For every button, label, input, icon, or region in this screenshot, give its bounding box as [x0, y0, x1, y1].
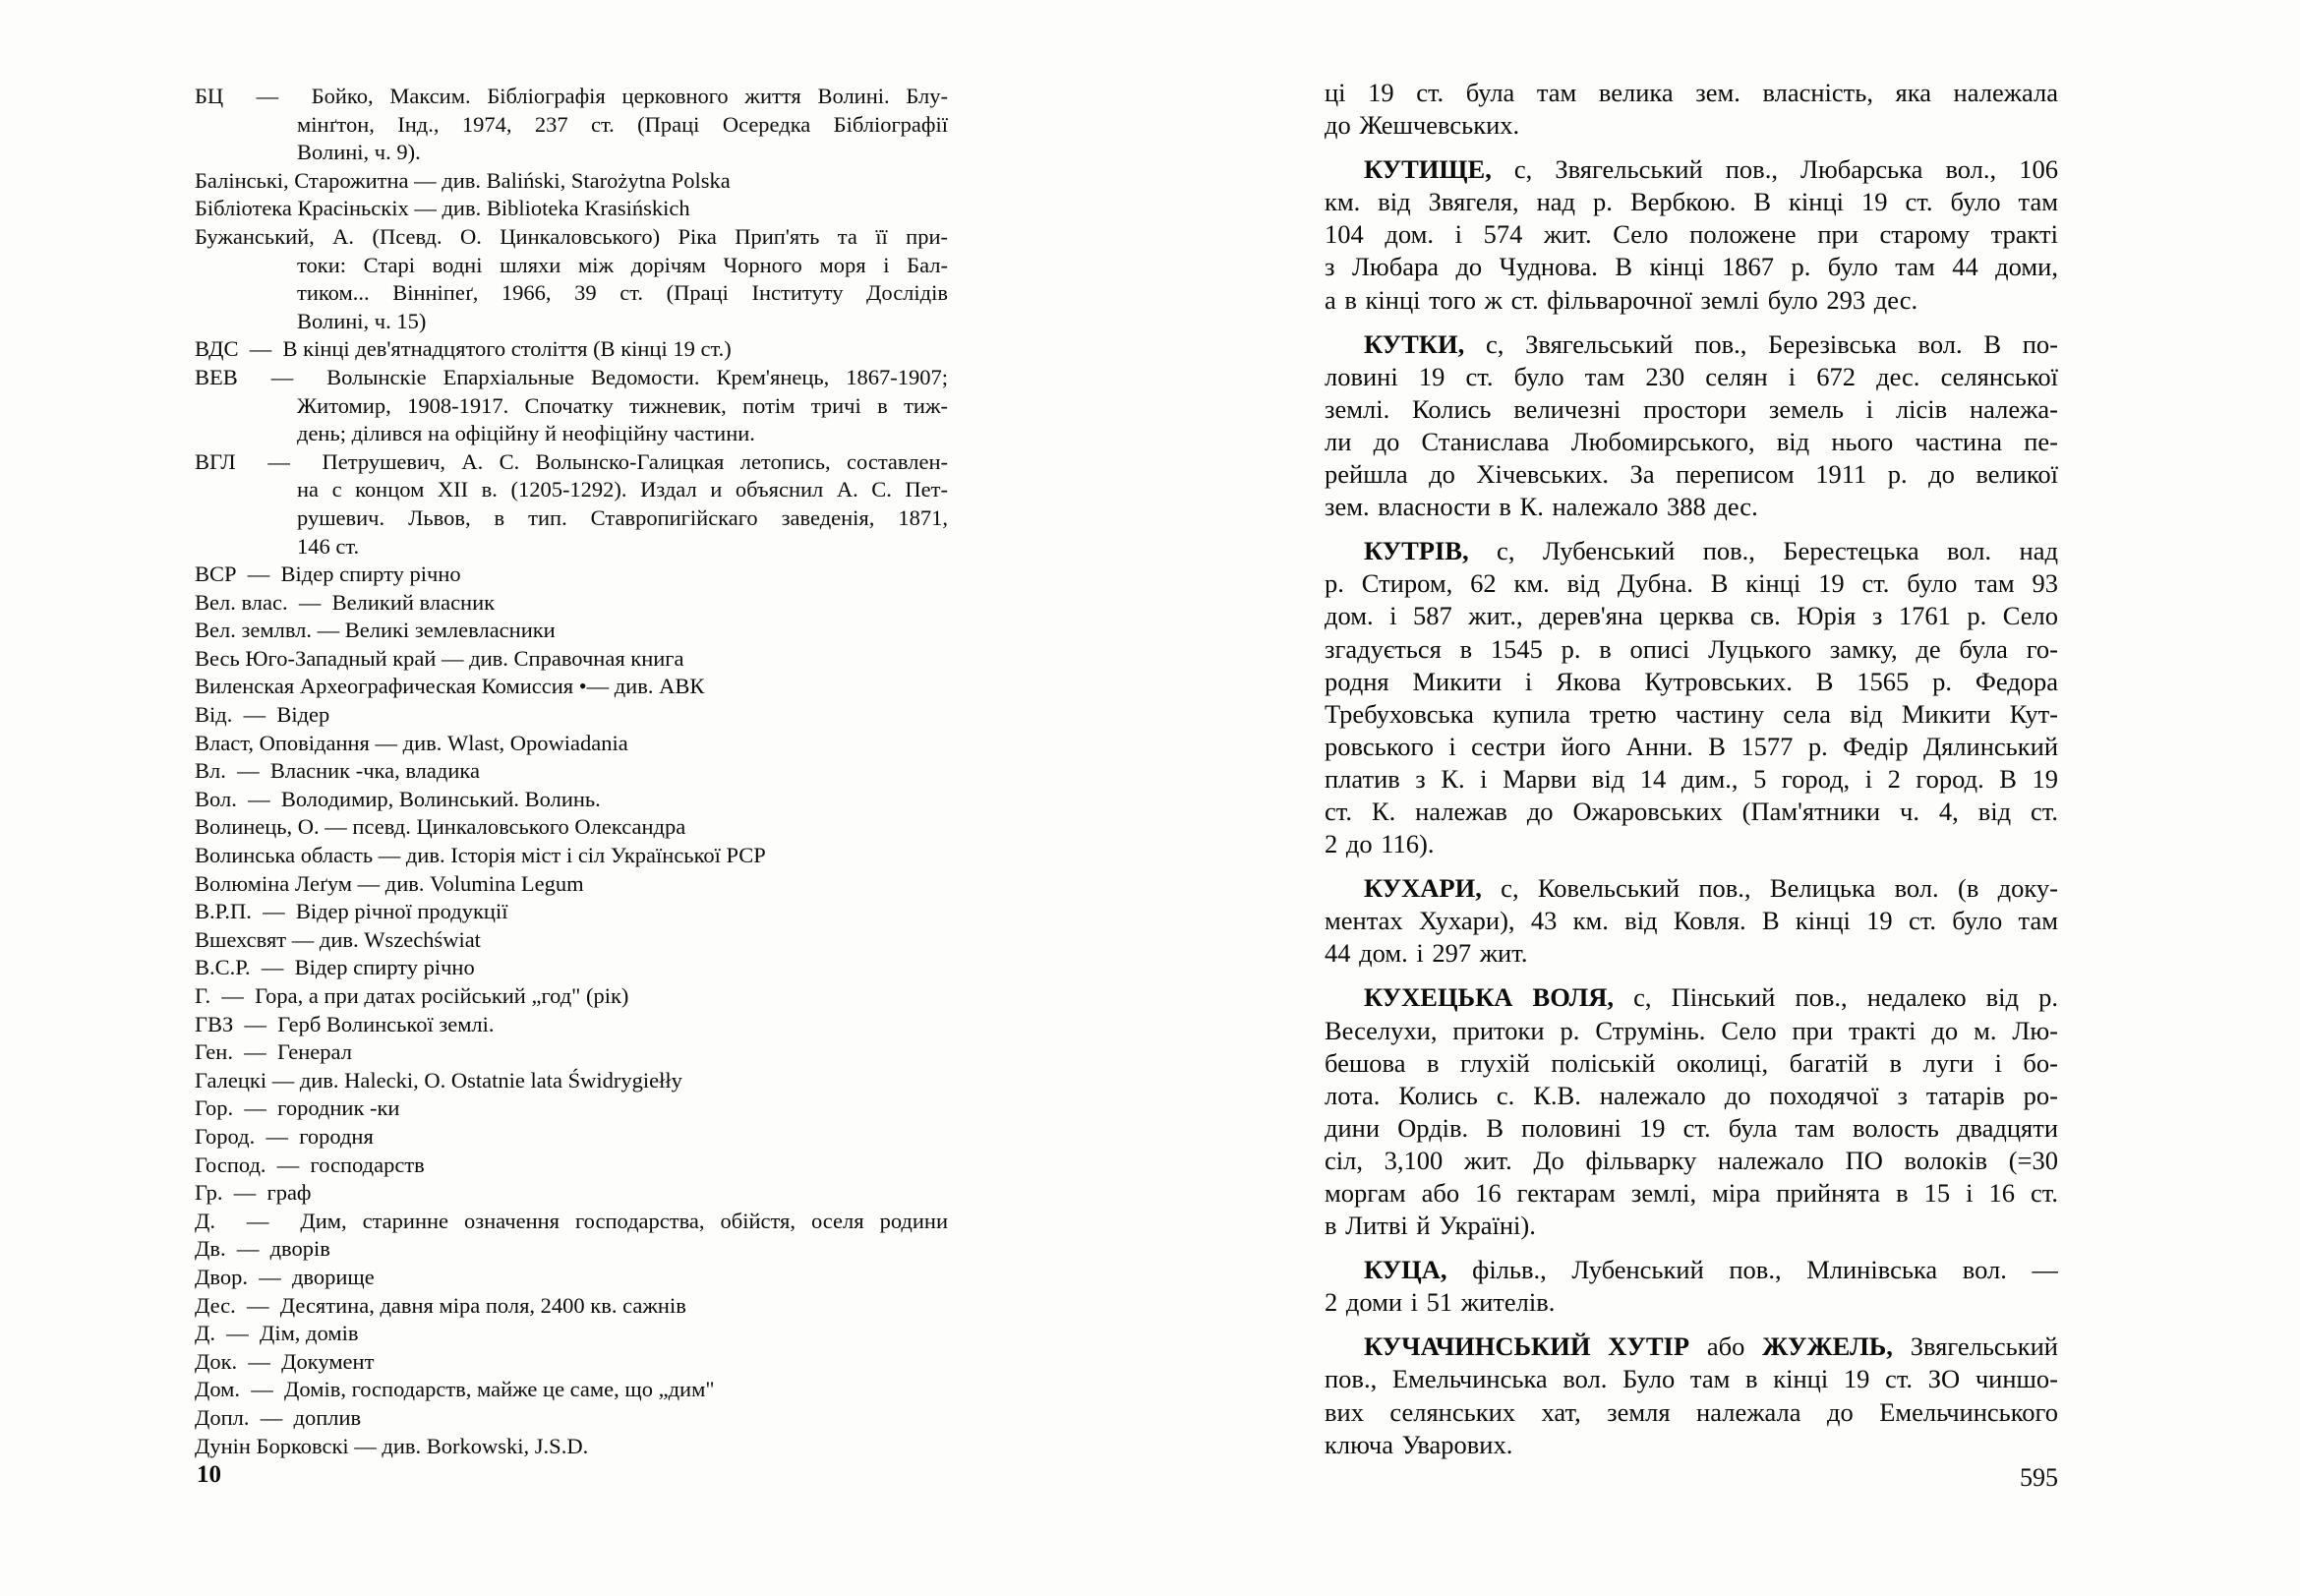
text-line: 2 до 116).	[1325, 829, 1435, 859]
abbreviation-line: Дом. — Домів, господарств, майже це саме, що „дим"	[195, 1377, 715, 1402]
gazetteer-entry	[1325, 77, 2058, 142]
abbreviation-line: Вл. — Власник -чка, владика	[195, 758, 480, 784]
gazetteer-entry	[1325, 535, 2058, 860]
gazetteer-entry	[1325, 872, 2058, 970]
abbreviation-line: Житомир, 1908-1917. Спочатку тижневик, потім тричі в тиж-	[297, 392, 948, 418]
text-line: моргам або 16 гектарам землі, міра прийнята в 15 і 16 ст.	[1325, 1178, 2058, 1208]
text-line: р. Стиром, 62 км. від Дубна. В кінці 19 ст. було там 93	[1325, 568, 2058, 599]
text-line: КУЧАЧИНСЬКИЙ ХУТІР або ЖУЖЕЛЬ, Звягельський	[1364, 1331, 2058, 1362]
abbreviation-line: ВЕВ — Волынскіе Епархіальные Ведомости. Крем'янець, 1867-1907;	[195, 364, 948, 389]
right-page	[1325, 77, 2058, 1461]
text-line: КУХАРИ, с, Ковельський пов., Велицька вол. (в доку-	[1364, 873, 2058, 904]
text-line: 2 доми і 51 жителів.	[1325, 1287, 1556, 1318]
gazetteer-entry	[1325, 1254, 2058, 1319]
abbreviation-line: Дес. — Десятина, давня міра поля, 2400 кв. сажнів	[195, 1292, 686, 1318]
text-line: зем. власности в К. належало 388 дес.	[1325, 492, 1758, 522]
abbreviation-line: рушевич. Львов, в тип. Ставропигійскаго заведенія, 1871,	[297, 504, 948, 530]
text-line: згадується в 1545 р. в описі Луцького замку, де була го-	[1325, 633, 2058, 664]
abbreviation-line: Волині, ч. 15)	[297, 308, 427, 333]
text-line: ментах Хухари), 43 км. від Ковля. В кінці 19 ст. було там	[1325, 906, 2058, 936]
text-line: землі. Колись величезні простори земель і лісів належа-	[1325, 393, 2058, 424]
abbreviation-line: Д. — Дім, домів	[195, 1321, 359, 1346]
text-line: КУТИЩЕ, с, Звягельський пов., Любарська вол., 106	[1364, 154, 2058, 185]
text-line: рейшла до Хічевських. За переписом 1911 р. до великої	[1325, 459, 2058, 490]
abbreviation-line: токи: Старі водні шляхи між дорічям Чорного моря і Бал-	[297, 252, 948, 277]
abbreviation-line: Галецкі — див. Halecki, O. Ostatnie lata Świdrygiełły	[195, 1067, 682, 1093]
text-line: платив з К. і Марви від 14 дим., 5 город, і 2 город. В 19	[1325, 763, 2058, 794]
gazetteer-entry	[1325, 981, 2058, 1242]
abbreviation-line: Волюміна Леґум — див. Volumina Legum	[195, 870, 584, 896]
entries-list	[1325, 77, 2058, 1461]
text-line: ст. К. належав до Ожаровських (Пам'ятники ч. 4, від ст.	[1325, 796, 2058, 826]
abbreviation-line: Д. — Дим, старинне означення господарства, обійстя, оселя родини	[195, 1208, 948, 1233]
abbreviation-line: Гор. — городник -ки	[195, 1095, 400, 1121]
abbreviation-line: Вшехсвят — див. Wszechświat	[195, 926, 481, 952]
abbreviation-line: Волині, ч. 9).	[297, 140, 421, 165]
gazetteer-entry	[1325, 153, 2058, 316]
text-line: дини Ордів. В половині 19 ст. була там волость двадцяти	[1325, 1112, 2058, 1143]
page-number-right: 595	[2020, 1463, 2058, 1492]
entry-headword: КУЦА,	[1364, 1255, 1447, 1285]
gazetteer-entry	[1325, 1330, 2058, 1460]
text-line: лота. Колись с. К.В. належало до походячої з татарів ро-	[1325, 1080, 2058, 1110]
left-page	[195, 83, 948, 1460]
text-line: КУТКИ, с, Звягельський пов., Березівська вол. В по-	[1364, 328, 2058, 359]
abbreviation-line: Допл. — доплив	[195, 1404, 362, 1430]
abbreviation-line: на с концом XII в. (1205-1292). Издал и объяснил А. С. Пет-	[297, 477, 948, 502]
text-line: пов., Емельчинська вол. Було там в кінці 19 ст. ЗО чиншо-	[1325, 1364, 2058, 1394]
abbreviation-line: ГВЗ — Герб Волинської землі.	[195, 1011, 495, 1036]
text-line: а в кінці того ж ст. фільварочної землі було 293 дес.	[1325, 284, 1918, 315]
abbreviation-line: Двор. — дворище	[195, 1264, 375, 1289]
text-line: бешова в глухій поліській околиці, багатій в луги і бо-	[1325, 1047, 2058, 1078]
abbreviation-line: тиком... Вінніпеґ, 1966, 39 ст. (Праці Інституту Дослідів	[297, 280, 948, 306]
abbreviation-line: Дв. — дворів	[195, 1236, 330, 1262]
gazetteer-entry	[1325, 328, 2058, 524]
abbreviation-line: Балінські, Старожитна — див. Baliński, Starożytna Polska	[195, 167, 731, 193]
abbreviation-line: Від. — Відер	[195, 702, 330, 728]
abbreviation-line: Вел. влас. — Великий власник	[195, 589, 496, 615]
abbreviation-line: Вол. — Володимир, Волинський. Волинь.	[195, 786, 601, 811]
abbreviation-line: Волинська область — див. Історія міст і сіл Української РСР	[195, 843, 766, 868]
abbreviation-line: В.С.Р. — Відер спирту річно	[195, 955, 475, 980]
abbreviation-line: Ген. — Генерал	[195, 1039, 352, 1065]
text-line: КУХЕЦЬКА ВОЛЯ, с, Пінський пов., недалеко від р.	[1364, 982, 2058, 1013]
abbreviation-line: Док. — Документ	[195, 1348, 375, 1374]
abbreviation-line: Город. — городня	[195, 1123, 374, 1149]
abbreviation-line: Господ. — господарств	[195, 1152, 425, 1177]
text-line: ровського і сестри його Анни. В 1577 р. Федір Дялинський	[1325, 731, 2058, 761]
entry-headword: КУЧАЧИНСЬКИЙ ХУТІР	[1364, 1331, 1690, 1362]
abbreviation-line: Г. — Гора, а при датах російський „год" (рік)	[195, 983, 629, 1008]
text-line: 104 дом. і 574 жит. Село положене при старому тракті	[1325, 219, 2058, 250]
abbreviation-line: Вел. землвл. — Великі землевласники	[195, 618, 556, 643]
abbreviation-line: 146 ст.	[297, 533, 360, 559]
abbreviations-list	[195, 83, 948, 1460]
text-line: з Любара до Чуднова. В кінці 1867 р. було там 44 доми,	[1325, 252, 2058, 282]
text-line: в Литві й Україні).	[1325, 1211, 1536, 1241]
text-line: КУТРІВ, с, Лубенський пов., Берестецька вол. над	[1364, 536, 2058, 566]
text-line: КУЦА, фільв., Лубенський пов., Млинівська вол. —	[1364, 1255, 2058, 1285]
entry-headword: КУХАРИ,	[1364, 873, 1482, 904]
abbreviation-line: ВДС — В кінці дев'ятнадцятого століття (В кінці 19 ст.)	[195, 336, 732, 362]
abbreviation-line: Бужанський, А. (Псевд. О. Цинкаловського) Ріка Прип'ять та її при-	[195, 223, 948, 249]
abbreviation-line: Виленская Археографическая Комиссия •— див. АВК	[195, 674, 705, 699]
text-line: км. від Звягеля, над р. Вербкою. В кінці 19 ст. було там	[1325, 187, 2058, 217]
text-line: ці 19 ст. була там велика зем. власність, яка належала	[1325, 78, 2058, 107]
abbreviation-line: Дунін Борковскі — див. Borkowski, J.S.D.	[195, 1433, 589, 1458]
text-line: родня Микити і Якова Кутровських. В 1565 р. Федора	[1325, 666, 2058, 696]
abbreviation-line: мінґтон, Інд., 1974, 237 ст. (Праці Осередка Бібліографії	[297, 111, 948, 137]
text-line: дом. і 587 жит., дерев'яна церква св. Юрія з 1761 р. Село	[1325, 601, 2058, 631]
entry-headword: ЖУЖЕЛЬ,	[1762, 1331, 1893, 1362]
text-line: ли до Станислава Любомирського, від нього частина пе-	[1325, 426, 2058, 456]
abbreviation-line: В.Р.П. — Відер річної продукції	[195, 899, 508, 924]
entry-headword: КУТИЩЕ,	[1364, 154, 1492, 185]
text-line: сіл, 3,100 жит. До фільварку належало ПО волоків (=30	[1325, 1145, 2058, 1175]
abbreviation-line: день; ділився на офіційну й неофіційну частини.	[297, 421, 755, 446]
abbreviation-line: ВСР — Відер спирту річно	[195, 562, 461, 587]
text-line: Требуховська купила третю частину села від Микити Кут-	[1325, 698, 2058, 729]
text-line: вих селянських хат, земля належала до Емельчинського	[1325, 1396, 2058, 1427]
text-line: Веселухи, притоки р. Струмінь. Село при тракті до м. Лю-	[1325, 1015, 2058, 1045]
entry-headword: КУХЕЦЬКА ВОЛЯ,	[1364, 982, 1615, 1013]
text-line: до Жешчевських.	[1325, 110, 1520, 141]
abbreviation-line: Волинець, О. — псевд. Цинкаловського Олександра	[195, 814, 686, 840]
abbreviation-line: ВГЛ — Петрушевич, А. С. Волынско-Галицкая летопись, составлен-	[195, 448, 948, 474]
abbreviation-line: Гр. — граф	[195, 1180, 312, 1206]
entry-headword: КУТРІВ,	[1364, 536, 1469, 566]
abbreviation-line: Весь Юго-Западный край — див. Справочная книга	[195, 645, 684, 671]
text-line: 44 дом. і 297 жит.	[1325, 938, 1528, 969]
abbreviation-line: Бібліотека Красіньскіх — див. Biblioteka Krasińskich	[195, 196, 690, 221]
page-number-left: 10	[197, 1461, 221, 1488]
abbreviation-line: БЦ — Бойко, Максим. Бібліографія церковного життя Волині. Блу-	[195, 84, 948, 108]
abbreviation-line: Власт, Оповідання — див. Wlast, Opowiadania	[195, 730, 628, 755]
text-line: ловині 19 ст. було там 230 селян і 672 дес. селянської	[1325, 361, 2058, 391]
entry-headword: КУТКИ,	[1364, 328, 1465, 359]
text-line: ключа Уварових.	[1325, 1429, 1513, 1459]
